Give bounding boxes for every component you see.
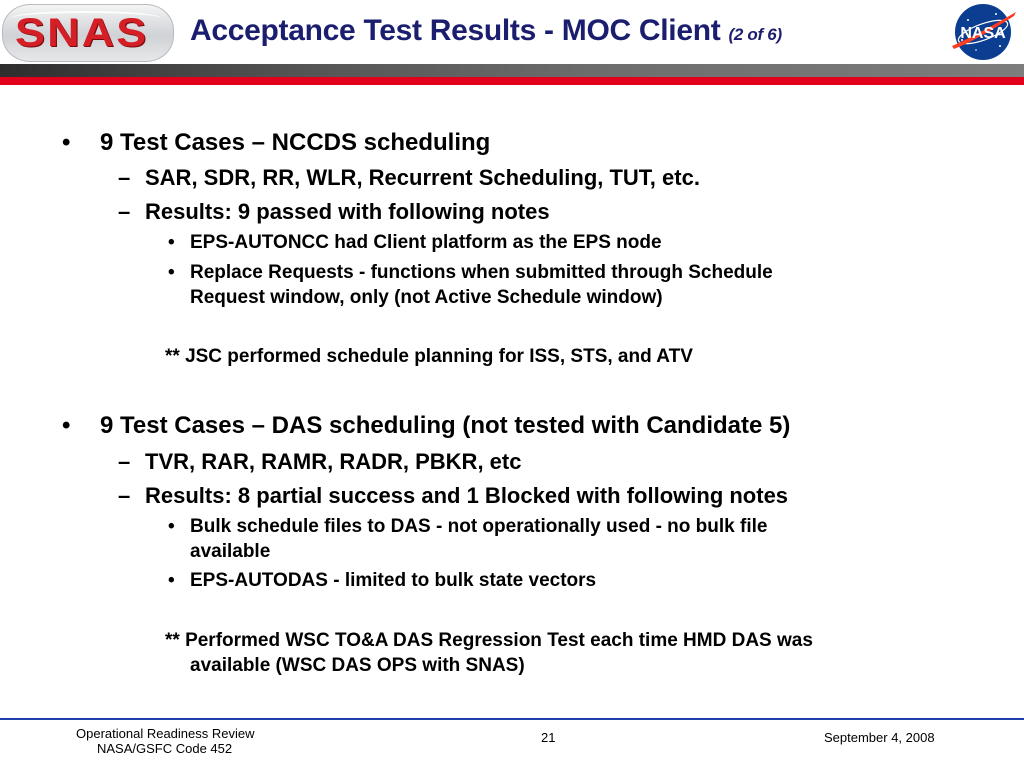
section1-bullet: 9 Test Cases – NCCDS scheduling [100, 129, 491, 156]
footer-date: September 4, 2008 [824, 730, 935, 745]
section1-note2-line2: Request window, only (not Active Schedule window) [190, 287, 663, 308]
section1-note2-line1: Replace Requests - functions when submitted through Schedule [190, 262, 773, 283]
page-number: 21 [541, 730, 556, 745]
small-bullet-marker: • [168, 516, 175, 537]
footer-rule [0, 718, 1024, 720]
section1-note1: EPS-AUTONCC had Client platform as the EPS node [190, 232, 662, 253]
bullet-marker: • [62, 412, 71, 439]
section2-remark-line1: ** Performed WSC TO&A DAS Regression Test each time HMD DAS was [165, 630, 813, 651]
nasa-logo-text: NASA [960, 25, 1006, 42]
snas-logo-text: SNAS [15, 11, 149, 55]
section2-note2: EPS-AUTODAS - limited to bulk state vectors [190, 570, 597, 591]
dash-marker: – [118, 199, 131, 224]
section2-bullet: 9 Test Cases – DAS scheduling (not tested with Candidate 5) [100, 412, 791, 439]
slide-title-page-indicator: (2 of 6) [728, 25, 782, 44]
section2-note1-line1: Bulk schedule files to DAS - not operationally used - no bulk file [190, 516, 768, 537]
bullet-marker: • [62, 129, 71, 156]
small-bullet-marker: • [168, 262, 175, 283]
section2-sub2: Results: 8 partial success and 1 Blocked with following notes [145, 483, 789, 508]
dash-marker: – [118, 483, 131, 508]
section2-note1-line2: available [190, 541, 271, 562]
small-bullet-marker: • [168, 232, 175, 253]
slide-title-main: Acceptance Test Results - MOC Client [190, 14, 721, 47]
section1-sub1: SAR, SDR, RR, WLR, Recurrent Scheduling, TUT, etc. [145, 165, 700, 190]
footer-org-code: NASA/GSFC Code 452 [97, 741, 233, 756]
section1-remark: ** JSC performed schedule planning for ISS, STS, and ATV [165, 346, 693, 367]
section2-sub1: TVR, RAR, RAMR, RADR, PBKR, etc [145, 449, 522, 474]
section2-remark-line2: available (WSC DAS OPS with SNAS) [190, 655, 525, 676]
section1-sub2: Results: 9 passed with following notes [145, 199, 550, 224]
dash-marker: – [118, 165, 131, 190]
footer-review-title: Operational Readiness Review [76, 726, 255, 741]
small-bullet-marker: • [168, 570, 175, 591]
dash-marker: – [118, 449, 131, 474]
